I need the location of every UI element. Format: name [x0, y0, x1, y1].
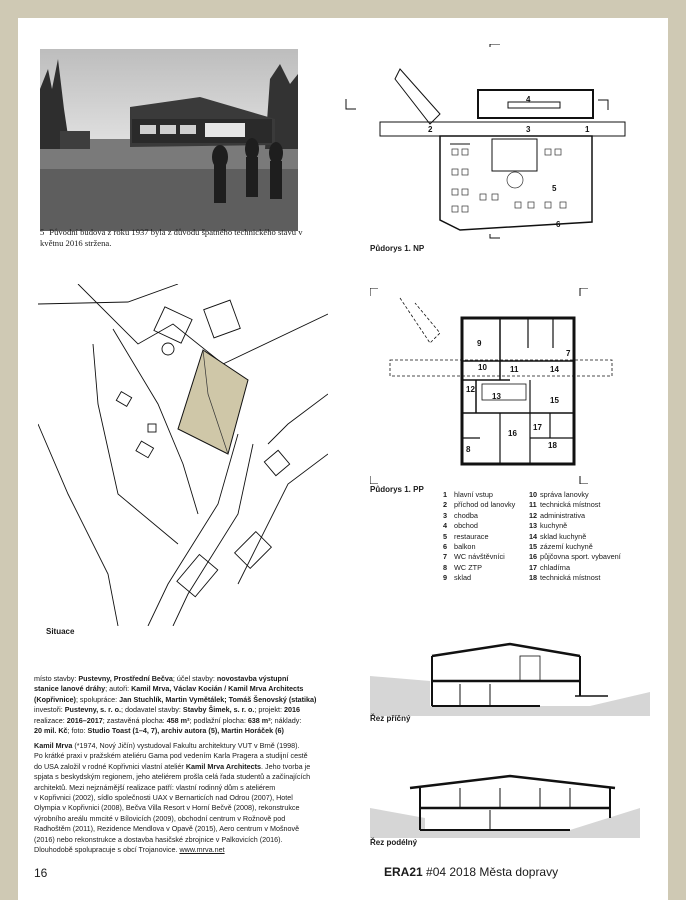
legend-number: 2	[443, 500, 448, 510]
section-longitudinal-label: Řez podélný	[370, 838, 418, 847]
caption-text: Původní budova z roku 1937 byla z důvodu špatného technického stavu v květnu 2016 stržena.	[40, 227, 303, 248]
legend-text: restaurace	[454, 531, 489, 541]
caption-number: 5	[40, 227, 45, 237]
section-cross	[370, 636, 650, 716]
legend-number: 11	[529, 500, 537, 510]
np-room-4: 4	[526, 95, 531, 104]
meta-location: Pustevny, Prostřední Bečva	[78, 674, 173, 683]
meta-text: ; podlažní plocha:	[189, 715, 248, 725]
legend-number: 16	[529, 552, 538, 562]
meta-text: ; dodavatel stavby:	[120, 705, 183, 715]
legend-number: 15	[529, 542, 538, 552]
pp-room-15: 15	[550, 396, 559, 405]
legend-text: kuchyně	[540, 521, 568, 531]
legend-item	[529, 563, 639, 573]
legend-text: sklad kuchyně	[540, 531, 587, 541]
np-room-5: 5	[552, 184, 557, 193]
legend-text: obchod	[454, 521, 478, 531]
legend-text: WC ZTP	[454, 562, 482, 572]
legend-text: hlavní vstup	[454, 490, 493, 499]
legend-text: sklad	[454, 573, 472, 583]
meta-text: realizace:	[34, 715, 67, 725]
bio-name: Kamil Mrva	[34, 741, 73, 750]
legend-number: 17	[529, 562, 538, 572]
pp-room-16: 16	[508, 429, 517, 438]
legend-number: 8	[443, 562, 448, 572]
situace-label: Situace	[46, 627, 75, 636]
meta-text: investoři:	[34, 705, 65, 715]
meta-text: místo stavby:	[34, 674, 79, 683]
site-plan	[38, 284, 328, 626]
meta-text: ; zastavěná plocha:	[102, 715, 167, 725]
legend-number: 14	[529, 531, 538, 541]
meta-purpose: novostavba výstupní	[216, 674, 289, 683]
pp-room-12: 12	[466, 385, 475, 394]
np-room-2: 2	[428, 125, 433, 134]
meta-text: ; foto:	[67, 726, 88, 736]
legend-item	[529, 573, 639, 583]
section-longitudinal	[370, 768, 650, 838]
legend-text: chodba	[454, 510, 478, 520]
legend-item	[529, 521, 639, 531]
bio-line: architektů. Mezi nejznámější realizace patří: vlastní rodinný dům s ateliérem	[34, 782, 276, 792]
bio-line: (2016) nebo rekonstrukce a dostavba hasičské zbrojnice v Palkovicích (2016).	[34, 834, 283, 844]
meta-built-area: 458 m²	[166, 715, 190, 725]
meta-text: ; autoři:	[105, 684, 132, 694]
bio-line: Olympia v Kopřivnici (2008), Bečva Villa Resort v Horní Bečvě (2008), rekonstrukce	[34, 803, 300, 813]
pp-room-8: 8	[466, 445, 471, 454]
bio-line: výrobního areálu mmcité v Bílovicích (2009), obchodní centrum v Rožnově pod	[34, 813, 286, 823]
bio-line: . Jeho tvorba je	[261, 761, 311, 771]
meta-floor-area: 638 m²	[247, 715, 271, 725]
legend-text: zázemí kuchyně	[540, 542, 593, 552]
meta-text: ; projekt:	[254, 705, 284, 715]
legend-text: technická místnost	[540, 500, 601, 510]
legend-number: 3	[443, 510, 448, 520]
legend-text: správa lanovky	[540, 490, 589, 499]
legend-number: 7	[443, 552, 448, 562]
legend-text: technická místnost	[540, 573, 601, 583]
pp-room-14: 14	[550, 365, 559, 374]
legend-number: 1	[443, 490, 448, 499]
legend-text: půjčovna sport. vybavení	[540, 552, 621, 562]
legend-text: příchod od lanovky	[454, 500, 516, 510]
legend-item	[529, 532, 639, 542]
pp-room-10: 10	[478, 363, 487, 372]
floor-plan-1pp	[370, 288, 630, 484]
legend-number: 12	[529, 510, 538, 520]
bio-line: do USA založil v rodné Kopřivnici vlastní ateliér	[34, 761, 186, 771]
legend-text: chladírna	[540, 562, 571, 572]
legend-number: 5	[443, 531, 448, 541]
legend-item	[529, 490, 639, 500]
meta-investor: Pustevny, s. r. o.	[64, 705, 121, 715]
page-number: 16	[34, 866, 48, 880]
np-room-6: 6	[556, 220, 561, 229]
magazine-issue: #04 2018 Města dopravy	[422, 865, 559, 879]
legend-item	[529, 542, 639, 552]
page	[18, 18, 668, 900]
pp-room-9: 9	[477, 339, 482, 348]
meta-authors-city: (Kopřivnice)	[34, 694, 76, 704]
bio-website-link[interactable]: www.mrva.net	[179, 845, 225, 855]
floor-plan-1np	[340, 44, 640, 240]
meta-text: ; náklady:	[270, 715, 302, 725]
legend-text: administrativa	[540, 510, 586, 520]
bio-studio: Kamil Mrva Architects	[185, 761, 262, 771]
bio-line: Radhoštěm (2011), Rezidence Mendlova v Opavě (2015), Aero centrum v Mošnově	[34, 824, 300, 834]
photo-image	[40, 49, 298, 231]
bio-line: spjata s beskydským regionem, jeho ateliérem prošla celá řada studentů a začínajících	[34, 772, 311, 782]
meta-collaborators: Jan Stuchlík, Martin Vymětálek; Tomáš Šenovský (statika)	[119, 694, 317, 704]
section-cross-label: Řez příčný	[370, 714, 411, 723]
pp-room-7: 7	[566, 349, 571, 358]
legend-column-right	[529, 490, 639, 584]
pp-room-11: 11	[510, 365, 519, 374]
meta-contractor: Stavby Šimek, s. r. o.	[182, 705, 255, 715]
legend-number: 13	[529, 521, 538, 531]
np-room-1: 1	[585, 125, 590, 134]
pp-room-13: 13	[492, 392, 501, 401]
meta-photo-credits: Studio Toast (1–4, 7), archiv autora (5), Martin Horáček (6)	[87, 726, 284, 736]
meta-text: ; spolupráce:	[75, 694, 120, 704]
legend-text: balkon	[454, 542, 476, 552]
plan-pp-label: Půdorys 1. PP	[370, 485, 424, 494]
legend-number: 9	[443, 573, 448, 583]
project-metadata	[34, 674, 354, 736]
legend-number: 10	[529, 490, 538, 499]
bio-line: Po krátké praxi v pražském ateliéru Gama pod vedením Karla Pragera a studijní cestě	[34, 751, 308, 761]
meta-text: ; účel stavby:	[172, 674, 217, 683]
bio-line: (*1974, Nový Jičín) vystudoval Fakultu architektury VUT v Brně (1998).	[72, 741, 300, 750]
meta-realization: 2016–2017	[66, 715, 103, 725]
bio-line: Dlouhodobě spolupracuje s obcí Trojanovice.	[34, 845, 180, 855]
legend-number: 4	[443, 521, 448, 531]
legend-item	[529, 511, 639, 521]
legend-number: 6	[443, 542, 448, 552]
pp-room-18: 18	[548, 441, 557, 450]
plan-np-label: Půdorys 1. NP	[370, 244, 425, 253]
meta-purpose-cont: stanice lanové dráhy	[34, 684, 106, 694]
legend-text: WC návštěvníci	[454, 552, 505, 562]
legend-number: 18	[529, 573, 538, 583]
magazine-footer	[384, 865, 558, 879]
legend-item	[529, 500, 639, 510]
photo-original-building	[40, 49, 298, 231]
pp-room-17: 17	[533, 423, 542, 432]
author-bio	[34, 741, 354, 855]
photo-caption	[40, 227, 310, 249]
np-room-3: 3	[526, 125, 531, 134]
meta-cost: 20 mil. Kč	[34, 726, 68, 736]
magazine-name: ERA21	[384, 865, 423, 879]
legend-item	[529, 552, 639, 562]
meta-authors: Kamil Mrva, Václav Kocián / Kamil Mrva Architects	[131, 684, 304, 694]
bio-line: v Kopřivnici (2002), sídlo společnosti UAX v Bernarticích nad Odrou (2007), Hotel	[34, 793, 293, 803]
meta-project-year: 2016	[283, 705, 300, 715]
